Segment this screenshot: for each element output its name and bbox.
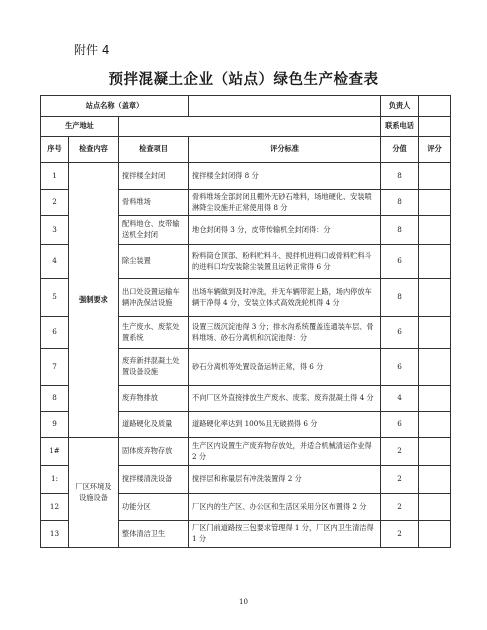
- column-header-no: 序号: [41, 137, 69, 163]
- scoring-standard: 粉料筒仓顶部、粉料贮料斗、搅拌机进料口或骨料贮料斗的进料口均安装除尘装置且运转正常得 6 分: [189, 245, 381, 279]
- group-label: 厂区环境及设施设备: [69, 438, 119, 548]
- scoring-standard: 地仓封闭得 3 分，皮带传输机全封闭得：分: [189, 216, 381, 245]
- scoring-standard: 不向厂区外直接排放生产废水、废浆、废弃混凝土得 4 分: [189, 386, 381, 412]
- check-item: 功能分区: [119, 494, 189, 521]
- score-value: 2: [381, 494, 419, 521]
- phone-label: 联系电话: [381, 117, 419, 137]
- row-number: 4: [41, 245, 69, 279]
- rating-cell[interactable]: [419, 190, 451, 216]
- column-header-content: 检查内容: [69, 137, 119, 163]
- check-item: 整体清洁卫生: [119, 521, 189, 548]
- rating-cell[interactable]: [419, 317, 451, 349]
- column-header-rating: 评分: [419, 137, 451, 163]
- check-item: 除尘装置: [119, 245, 189, 279]
- rating-cell[interactable]: [419, 245, 451, 279]
- scoring-standard: 厂区门前道路按三包要求管理得 1 分，厂区内卫生清洁得 1 分: [189, 521, 381, 548]
- row-number: 9: [41, 412, 69, 438]
- row-number: 12: [41, 494, 69, 521]
- scoring-standard: 生产区内设置生产废弃物存放处，并适合机械清运作业得 2 分: [189, 438, 381, 466]
- rating-cell[interactable]: [419, 216, 451, 245]
- rating-cell[interactable]: [419, 163, 451, 190]
- person-in-charge-field[interactable]: [419, 96, 451, 117]
- row-number: 2: [41, 190, 69, 216]
- row-number: 3: [41, 216, 69, 245]
- score-value: 6: [381, 245, 419, 279]
- score-value: 6: [381, 317, 419, 349]
- score-value: 2: [381, 466, 419, 494]
- column-header-standard: 评分标准: [189, 137, 381, 163]
- row-number: 6: [41, 317, 69, 349]
- rating-cell[interactable]: [419, 494, 451, 521]
- rating-cell[interactable]: [419, 438, 451, 466]
- phone-field[interactable]: [419, 117, 451, 137]
- group-label: 强制要求: [69, 163, 119, 438]
- score-value: 2: [381, 438, 419, 466]
- row-number: 1:: [41, 466, 69, 494]
- page-title: 预拌混凝土企业（站点）绿色生产检查表: [108, 72, 379, 88]
- score-value: 8: [381, 190, 419, 216]
- row-number: 1#: [41, 438, 69, 466]
- page-number: 10: [239, 598, 248, 606]
- rating-cell[interactable]: [419, 466, 451, 494]
- row-number: 5: [41, 279, 69, 317]
- score-value: 8: [381, 216, 419, 245]
- table-row: [41, 163, 451, 190]
- score-value: 4: [381, 386, 419, 412]
- check-item: 生产废水、废浆处置系统: [119, 317, 189, 349]
- scoring-standard: 出场车辆做到及时冲洗，并无车辆带泥上路，场内停放车辆干净得 4 分，安装立体式高效洗轮机得 4 分: [189, 279, 381, 317]
- scoring-standard: 砂石分离机等处置设备运转正常，得 6 分: [189, 349, 381, 386]
- check-item: 配料地仓、皮带输送机全封闭: [119, 216, 189, 245]
- attachment-label: 附件 4: [74, 43, 110, 57]
- check-item: 固体废弃物存放: [119, 438, 189, 466]
- row-number: 8: [41, 386, 69, 412]
- check-item: 废弃物排放: [119, 386, 189, 412]
- scoring-standard: 骨料堆场全部封闭且棚外无砂石堆料，场地硬化、安装喷淋降尘设施并正常使用得 8 分: [189, 190, 381, 216]
- row-number: 13: [41, 521, 69, 548]
- score-value: 6: [381, 349, 419, 386]
- score-value: 2: [381, 521, 419, 548]
- rating-cell[interactable]: [419, 349, 451, 386]
- check-item: 骨料堆场: [119, 190, 189, 216]
- scoring-standard: 厂区内的生产区、办公区和生活区采用分区布置得 2 分: [189, 494, 381, 521]
- scoring-standard: 搅拌层和称量层有冲洗装置得 2 分: [189, 466, 381, 494]
- scoring-standard: 道路硬化率达到 100%且无破损得 6 分: [189, 412, 381, 438]
- check-item: 搅拌楼全封闭: [119, 163, 189, 190]
- station-name-field[interactable]: [189, 96, 381, 117]
- rating-cell[interactable]: [419, 386, 451, 412]
- scoring-standard: 设置三级沉淀池得 3 分；排水沟系统覆盖连通装车层、骨料堆场、砂石分离机和沉淀池得：分: [189, 317, 381, 349]
- address-label: 生产地址: [41, 117, 119, 137]
- rating-cell[interactable]: [419, 412, 451, 438]
- row-number: 1: [41, 163, 69, 190]
- check-item: 废弃新拌混凝土处置设备设施: [119, 349, 189, 386]
- check-item: 出口处设置运输车辆冲洗保洁设施: [119, 279, 189, 317]
- score-value: 8: [381, 163, 419, 190]
- column-header-row: [41, 137, 451, 163]
- rating-cell[interactable]: [419, 279, 451, 317]
- check-item: 道路硬化及质量: [119, 412, 189, 438]
- rating-cell[interactable]: [419, 521, 451, 548]
- check-item: 搅拌楼清洗设备: [119, 466, 189, 494]
- row-number: 7: [41, 349, 69, 386]
- score-value: 6: [381, 412, 419, 438]
- inspection-table: [40, 95, 451, 548]
- column-header-score: 分值: [381, 137, 419, 163]
- station-name-label: 站点名称（盖章）: [41, 96, 189, 117]
- address-field[interactable]: [119, 117, 381, 137]
- scoring-standard: 搅拌楼全封闭得 8 分: [189, 163, 381, 190]
- score-value: 8: [381, 279, 419, 317]
- column-header-item: 检查项目: [119, 137, 189, 163]
- person-in-charge-label: 负责人: [381, 96, 419, 117]
- table-row: [41, 438, 451, 466]
